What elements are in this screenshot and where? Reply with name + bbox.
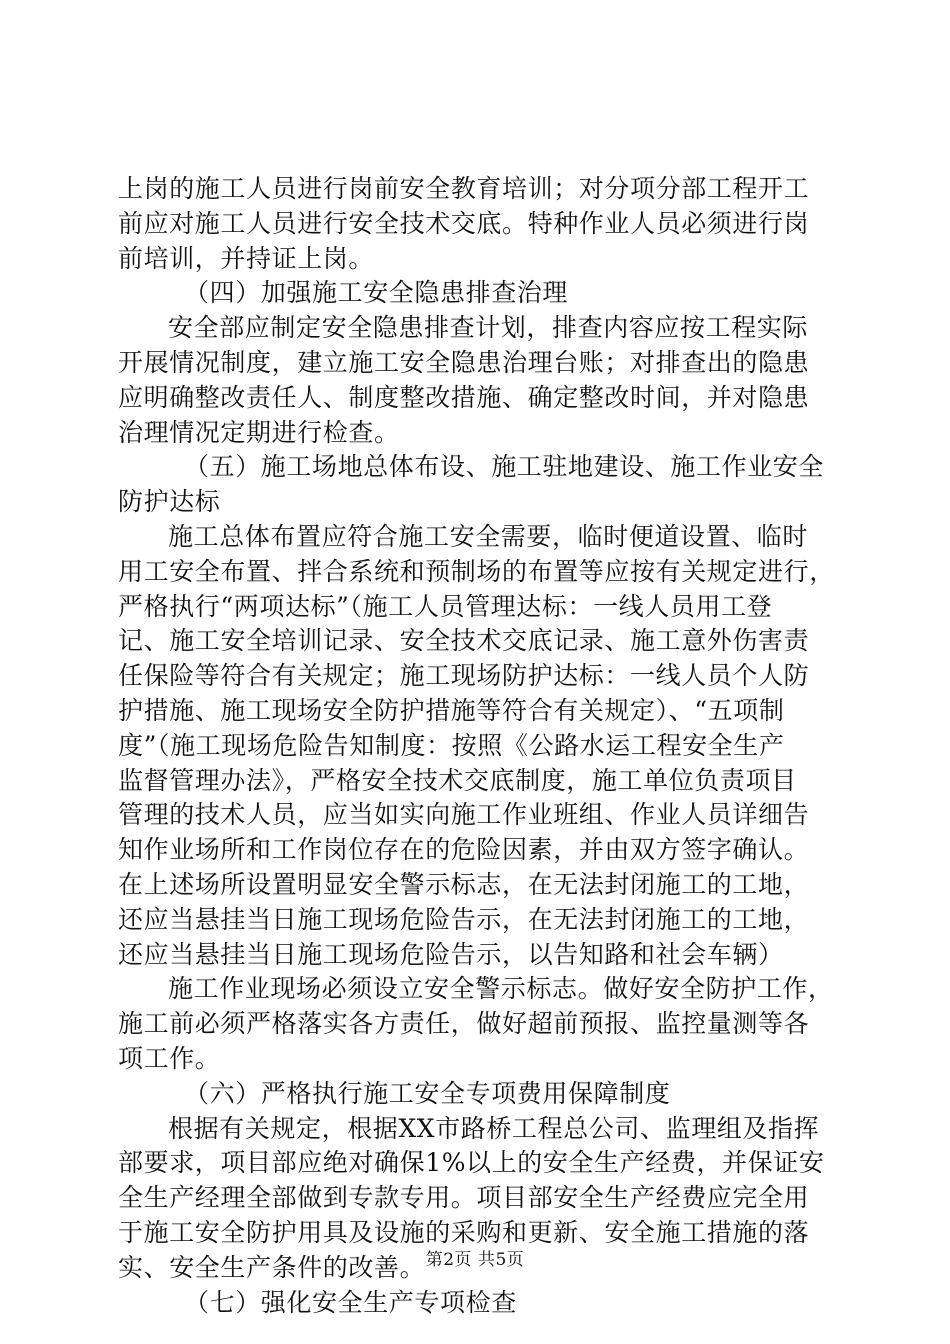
text-line: 防护达标	[118, 487, 221, 517]
text-line: 管理的技术人员，应当如实向施工作业班组、作业人员详细告	[118, 800, 810, 830]
section-heading: （四）加强施工安全隐患排查治理	[184, 278, 569, 308]
text-line: 用工安全布置、拌合系统和预制场的布置等应按有关规定进行，	[118, 556, 835, 586]
page-footer: 第2页 共5页	[425, 1250, 525, 1270]
section-heading: （七）强化安全生产专项检查	[184, 1287, 517, 1317]
text-line: 还应当悬挂当日施工现场危险告示，以告知路和社会车辆）	[118, 939, 784, 969]
text-line: 部要求，项目部应绝对确保1%以上的安全生产经费，并保证安	[118, 1148, 825, 1178]
section-heading: （五）施工场地总体布设、施工驻地建设、施工作业安全	[184, 452, 825, 482]
text-line: 监督管理办法》，严格安全技术交底制度，施工单位负责项目	[118, 765, 797, 795]
text-line: 治理情况定期进行检查。	[118, 417, 400, 447]
text-line: 记、施工安全培训记录、安全技术交底记录、施工意外伤害责	[118, 626, 810, 656]
text-line: 前应对施工人员进行安全技术交底。特种作业人员必须进行岗	[118, 208, 810, 238]
text-line: 安全部应制定安全隐患排查计划，排查内容应按工程实际	[168, 313, 809, 343]
text-line: 在上述场所设置明显安全警示标志，在无法封闭施工的工地，	[118, 869, 810, 899]
text-line: 度”（施工现场危险告知制度：按照《公路水运工程安全生产	[118, 730, 785, 760]
text-line: 知作业场所和工作岗位存在的危险因素，并由双方签字确认。	[118, 835, 810, 865]
text-line: 施工作业现场必须设立安全警示标志。做好安全防护工作，	[168, 974, 834, 1004]
text-line: 严格执行“两项达标”（施工人员管理达标：一线人员用工登	[118, 591, 773, 621]
text-line: 于施工安全防护用具及设施的采购和更新、安全施工措施的落	[118, 1217, 810, 1247]
text-line: 前培训，并持证上岗。	[118, 243, 375, 273]
text-line: 护措施、施工现场安全防护措施等符合有关规定）、“五项制	[118, 695, 785, 725]
text-line: 上岗的施工人员进行岗前安全教育培训；对分项分部工程开工	[118, 174, 810, 203]
text-line: 应明确整改责任人、制度整改措施、确定整改时间，并对隐患	[118, 382, 810, 412]
text-line: 任保险等符合有关规定；施工现场防护达标：一线人员个人防	[118, 661, 810, 691]
section-heading: （六）严格执行施工安全专项费用保障制度	[184, 1078, 671, 1108]
text-line: 施工总体布置应符合施工安全需要，临时便道设置、临时	[168, 521, 809, 551]
body-text	[118, 172, 838, 1320]
text-line: 项工作。	[118, 1043, 221, 1073]
text-line: 施工前必须严格落实各方责任，做好超前预报、监控量测等各	[118, 1009, 810, 1039]
text-line: 根据有关规定，根据XX市路桥工程总公司、监理组及指挥	[168, 1113, 820, 1143]
text-line: 全生产经理全部做到专款专用。项目部安全生产经费应完全用	[118, 1183, 810, 1213]
text-line: 开展情况制度，建立施工安全隐患治理台账；对排查出的隐患	[118, 347, 810, 377]
text-line: 实、安全生产条件的改善。	[118, 1252, 426, 1282]
text-line: 还应当悬挂当日施工现场危险告示，在无法封闭施工的工地，	[118, 904, 810, 934]
